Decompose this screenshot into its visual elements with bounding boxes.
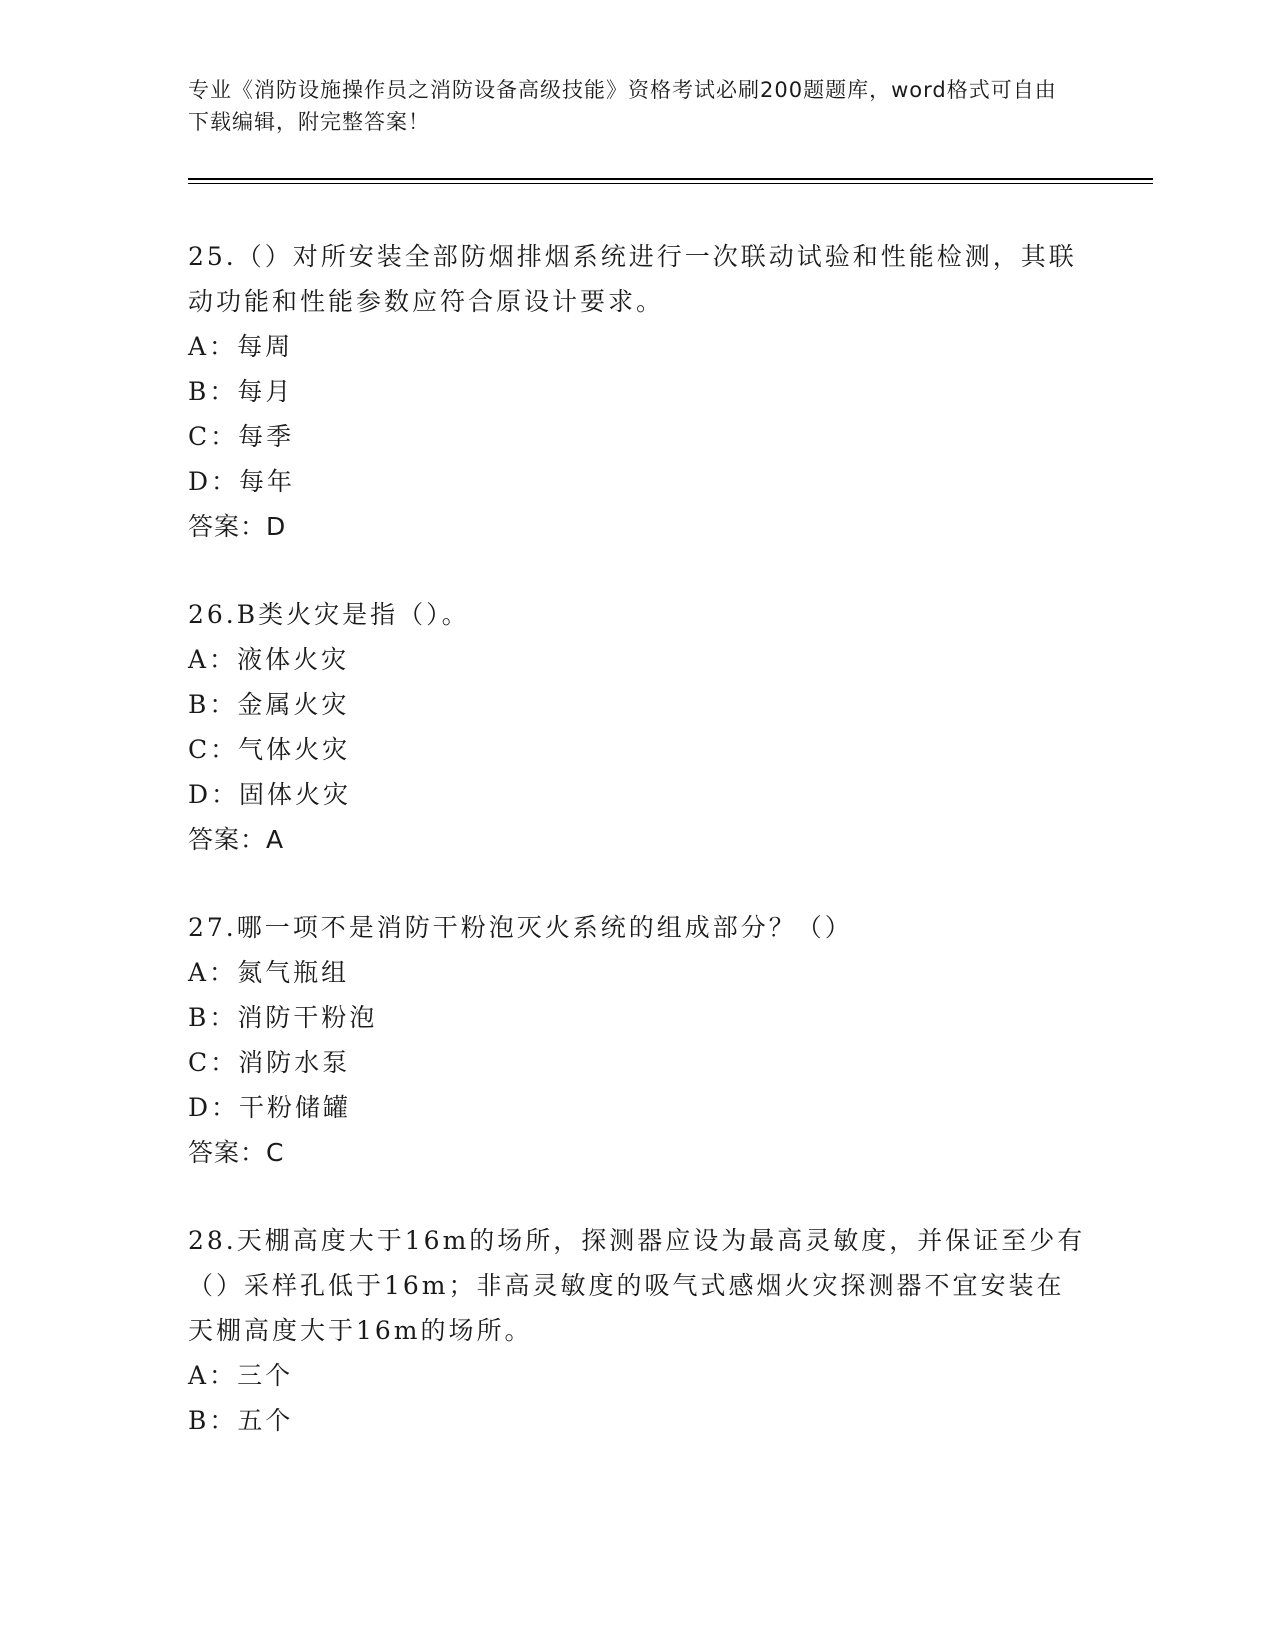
option-key: A： <box>188 958 238 987</box>
question-list <box>188 234 1088 1486</box>
option-a <box>188 950 1088 995</box>
option-key: D： <box>188 780 240 809</box>
option-key: B： <box>188 1406 238 1435</box>
option-d <box>188 1085 1088 1130</box>
question-stem: 25.（）对所安装全部防烟排烟系统进行一次联动试验和性能检测，其联动功能和性能参数应符合原设计要求。 <box>188 242 1077 316</box>
answer-line: 答案：D <box>188 512 287 541</box>
option-key: C： <box>188 422 239 451</box>
option-key: C： <box>188 735 239 764</box>
option-a <box>188 1353 1088 1398</box>
option-text: 每月 <box>237 377 294 406</box>
answer-line: 答案：C <box>188 1138 285 1167</box>
option-key: A： <box>188 332 238 361</box>
option-b <box>188 682 1088 727</box>
question-stem: 28.天棚高度大于16m的场所，探测器应设为最高灵敏度，并保证至少有（）采样孔低于16m；非高灵敏度的吸气式感烟火灾探测器不宜安装在天棚高度大于16m的场所。 <box>188 1226 1086 1345</box>
option-b <box>188 369 1088 414</box>
option-list <box>188 950 1088 1130</box>
option-d <box>188 459 1088 504</box>
option-text: 每季 <box>238 422 295 451</box>
option-list <box>188 637 1088 817</box>
option-a <box>188 637 1088 682</box>
header-rule-thick <box>188 178 1153 180</box>
question-stem: 27.哪一项不是消防干粉泡灭火系统的组成部分？（） <box>188 913 853 942</box>
option-text: 消防干粉泡 <box>237 1003 378 1032</box>
option-key: B： <box>188 377 238 406</box>
option-text: 氮气瓶组 <box>237 958 350 987</box>
option-list <box>188 324 1088 504</box>
option-text: 固体火灾 <box>239 780 352 809</box>
option-c <box>188 727 1088 772</box>
answer-line: 答案：A <box>188 825 285 854</box>
option-list <box>188 1353 1088 1443</box>
option-key: D： <box>188 1093 240 1122</box>
option-key: B： <box>188 1003 238 1032</box>
option-text: 金属火灾 <box>237 690 350 719</box>
question-25 <box>188 234 1088 549</box>
header-rule-thin <box>188 183 1153 184</box>
question-28 <box>188 1218 1088 1443</box>
option-key: A： <box>188 645 238 674</box>
option-c <box>188 1040 1088 1085</box>
option-text: 三个 <box>237 1361 294 1390</box>
question-stem: 26.B类火灾是指（）。 <box>188 600 470 629</box>
option-c <box>188 414 1088 459</box>
option-key: D： <box>188 467 240 496</box>
option-text: 每周 <box>237 332 294 361</box>
option-text: 每年 <box>239 467 296 496</box>
option-text: 消防水泵 <box>238 1048 351 1077</box>
option-d <box>188 772 1088 817</box>
option-b <box>188 1398 1088 1443</box>
document-header: 专业《消防设施操作员之消防设备高级技能》资格考试必刷200题题库，word格式可自由下载编辑，附完整答案！ <box>188 78 1057 134</box>
option-b <box>188 995 1088 1040</box>
option-key: C： <box>188 1048 239 1077</box>
option-text: 干粉储罐 <box>239 1093 352 1122</box>
option-a <box>188 324 1088 369</box>
question-27 <box>188 905 1088 1175</box>
option-text: 气体火灾 <box>238 735 351 764</box>
option-text: 液体火灾 <box>237 645 350 674</box>
option-key: A： <box>188 1361 238 1390</box>
question-26 <box>188 592 1088 862</box>
option-key: B： <box>188 690 238 719</box>
option-text: 五个 <box>237 1406 294 1435</box>
